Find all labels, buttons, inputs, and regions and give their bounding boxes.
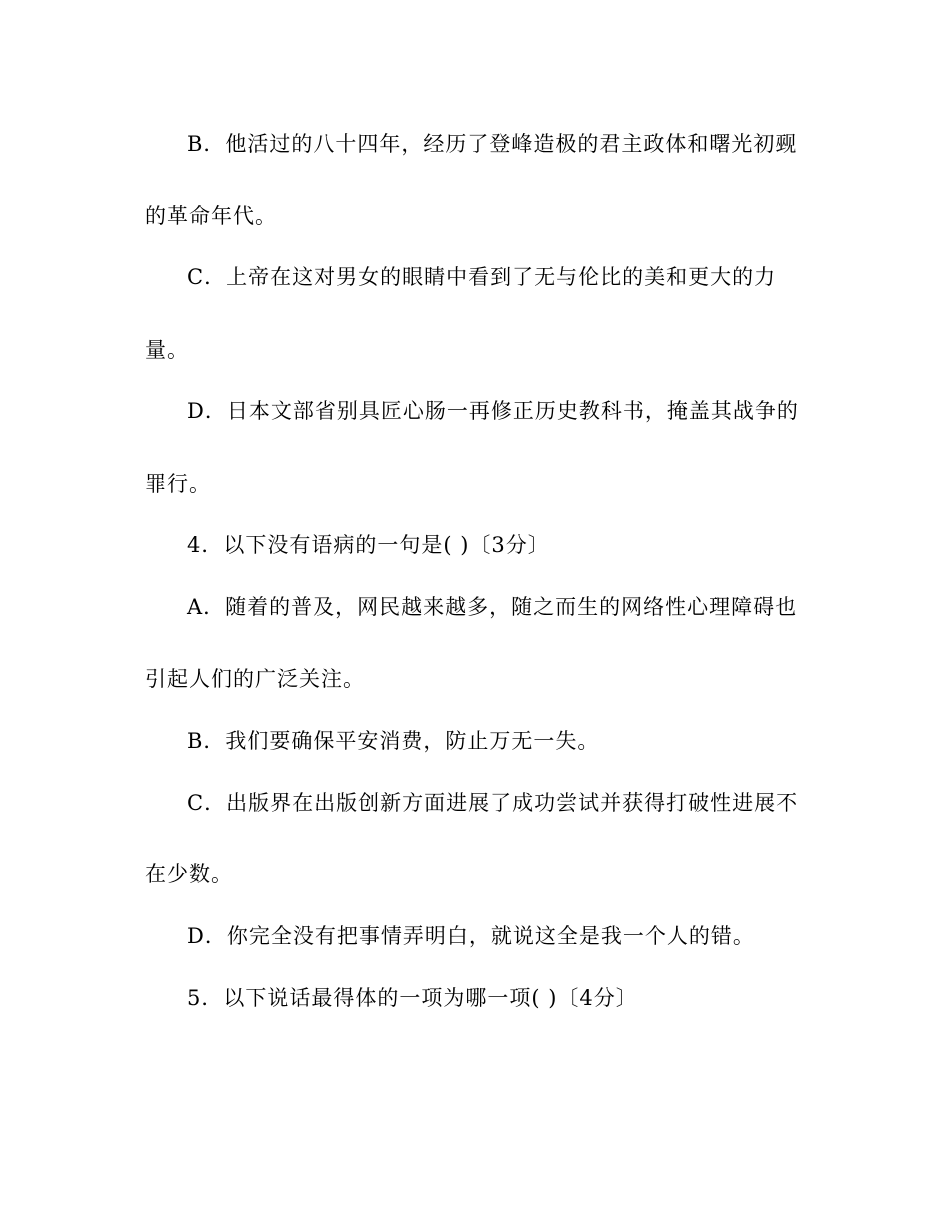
question-5: 5．以下说话最得体的一项为哪一项( )〔4分〕 xyxy=(187,986,638,1010)
q4-option-c-line-2: 在少数。 xyxy=(145,862,233,886)
option-b-line-1: B．他活过的八十四年，经历了登峰造极的君主政体和曙光初觋 xyxy=(187,132,798,156)
option-c-line-2: 量。 xyxy=(145,338,189,362)
option-c-line-1: C．上帝在这对男女的眼睛中看到了无与伦比的美和更大的力 xyxy=(187,265,777,289)
question-4: 4．以下没有语病的一句是( )〔3分〕 xyxy=(187,533,550,557)
q4-option-b: B．我们要确保平安消费，防止万无一失。 xyxy=(187,729,600,753)
option-d-line-1: D．日本文部省别具匠心肠一再修正历史教科书，掩盖其战争的 xyxy=(187,399,799,423)
option-b-line-2: 的革命年代。 xyxy=(145,204,277,228)
q4-option-a-line-2: 引起人们的广泛关注。 xyxy=(145,667,365,691)
option-d-line-2: 罪行。 xyxy=(145,472,211,496)
q4-option-c-line-1: C．出版界在出版创新方面进展了成功尝试并获得打破性进展不 xyxy=(187,791,799,815)
q4-option-a-line-1: A．随着的普及，网民越来越多，随之而生的网络性心理障碍也 xyxy=(187,595,798,619)
q4-option-d: D．你完全没有把事情弄明白，就说这全是我一个人的错。 xyxy=(187,924,755,948)
